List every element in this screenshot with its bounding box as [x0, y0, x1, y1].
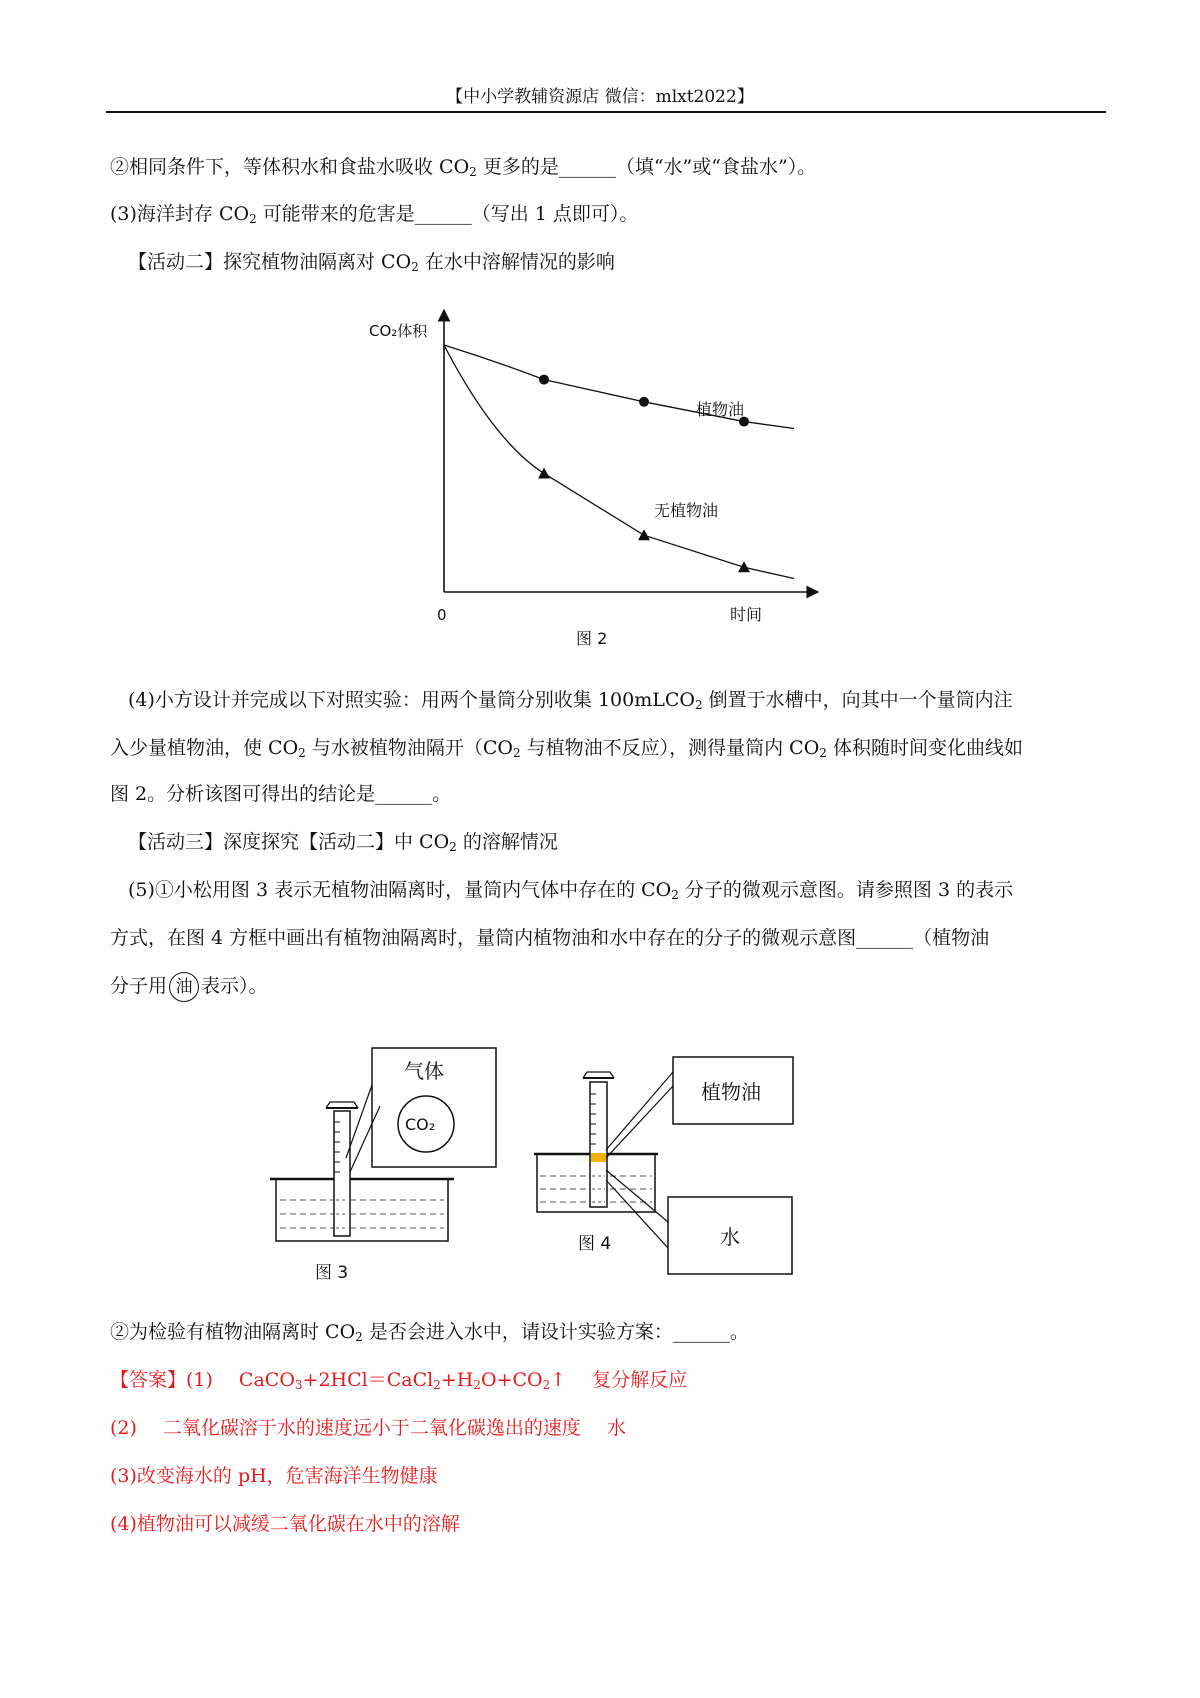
- series-label-oil: 植物油: [696, 400, 745, 419]
- fig3-co2-molecule-label: CO₂: [405, 1115, 436, 1134]
- question-5-line-3: 分子用 油 表示）。: [110, 972, 268, 1002]
- question-3: (3)海洋封存 $CO_2$ 可能带来的危害是______（写出 1 点即可）。: [110, 203, 639, 226]
- activity-3-heading: 【活动三】深度探究【活动二】中 $CO_2$ 的溶解情况: [128, 831, 558, 854]
- x-axis-label: 时间: [730, 605, 763, 624]
- y-axis-label: CO₂体积: [369, 322, 428, 340]
- series-label-no-oil: 无植物油: [654, 501, 719, 520]
- question-5-line-1: (5)①小松用图 3 表示无植物油隔离时，量筒内气体中存在的 $CO_2$ 分子的微观示意图。请参照图 3 的表示: [128, 879, 1014, 902]
- question-5-part-2: ②为检验有植物油隔离时 $CO_2$ 是否会进入水中，请设计实验方案：______。: [110, 1321, 749, 1344]
- fig4-oil-layer: [591, 1153, 606, 1162]
- question-4-line-2: 入少量植物油，使 $CO_2$ 与水被植物油隔开（$CO_2$ 与植物油不反应），测得量筒内 $CO_2$ 体积随时间变化曲线如: [110, 737, 1023, 760]
- origin-label: 0: [437, 606, 447, 624]
- figure-2-caption: 图 2: [576, 629, 608, 648]
- question-2-part-2: ②相同条件下，等体积水和食盐水吸收 $CO_2$ 更多的是______（填“水”或“食盐水”）。: [110, 156, 817, 179]
- figure-4-caption: 图 4: [578, 1234, 612, 1254]
- fig4-label-water: 水: [720, 1225, 740, 1249]
- question-4-line-3: 图 2。分析该图可得出的结论是______。: [110, 783, 452, 805]
- page-header: 【中小学教辅资源店 微信：mlxt2022】: [446, 87, 754, 107]
- answer-2: (2) 二氧化碳溶于水的速度远小于二氧化碳逸出的速度 水: [110, 1417, 626, 1439]
- oil-molecule-symbol: 油: [169, 972, 199, 1002]
- answer-1: 【答案】(1) $CaCO_3+2HCl=CaCl_2+H_2O+CO_2↑$ 复分解反应: [110, 1369, 688, 1392]
- answer-3: (3)改变海水的 pH，危害海洋生物健康: [110, 1465, 438, 1487]
- fig4-label-oil: 植物油: [701, 1080, 761, 1104]
- fig3-label-gas: 气体: [404, 1059, 444, 1083]
- activity-2-heading: 【活动二】探究植物油隔离对 $CO_2$ 在水中溶解情况的影响: [128, 251, 615, 274]
- figure-3-caption: 图 3: [315, 1263, 349, 1283]
- question-5-line-2: 方式，在图 4 方框中画出有植物油隔离时，量筒内植物油和水中存在的分子的微观示意图______（植物油: [110, 927, 990, 949]
- answer-4: (4)植物油可以减缓二氧化碳在水中的溶解: [110, 1513, 460, 1535]
- question-4-line-1: (4)小方设计并完成以下对照实验：用两个量筒分别收集 100mLCO$_2$ 倒置于水槽中，向其中一个量筒内注: [128, 689, 1013, 712]
